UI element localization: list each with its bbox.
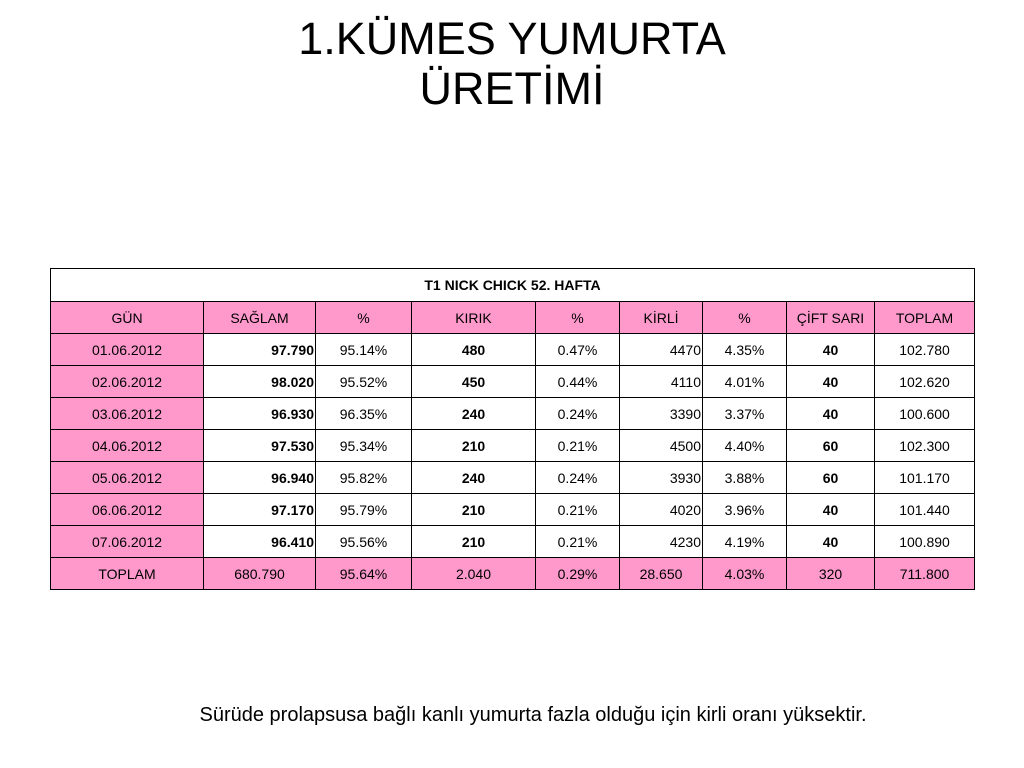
table-row	[51, 366, 975, 398]
table-cell: 95.56%	[316, 526, 412, 558]
egg-production-table	[50, 268, 975, 590]
table-caption-row	[51, 269, 975, 302]
column-header: KIRIK	[412, 302, 536, 334]
date-cell: 01.06.2012	[51, 334, 204, 366]
table-cell: 4110	[620, 366, 703, 398]
table-body	[51, 334, 975, 558]
table-cell: 97.530	[204, 430, 316, 462]
table-cell: 210	[412, 430, 536, 462]
table-cell: 4.19%	[703, 526, 787, 558]
column-header: ÇİFT SARI	[787, 302, 875, 334]
table-row	[51, 462, 975, 494]
table-cell: 3.37%	[703, 398, 787, 430]
table-cell: 96.410	[204, 526, 316, 558]
column-header: %	[316, 302, 412, 334]
column-header: GÜN	[51, 302, 204, 334]
table-row	[51, 398, 975, 430]
column-header: KİRLİ	[620, 302, 703, 334]
total-cell: 680.790	[204, 558, 316, 590]
table-row	[51, 430, 975, 462]
table-cell: 0.21%	[536, 494, 620, 526]
title-line-2: ÜRETİMİ	[419, 63, 605, 114]
table-cell: 102.780	[875, 334, 975, 366]
table-cell: 240	[412, 462, 536, 494]
table-cell: 4500	[620, 430, 703, 462]
date-cell: 07.06.2012	[51, 526, 204, 558]
table-cell: 4470	[620, 334, 703, 366]
table-cell: 101.170	[875, 462, 975, 494]
total-cell: TOPLAM	[51, 558, 204, 590]
date-cell: 04.06.2012	[51, 430, 204, 462]
table-cell: 240	[412, 398, 536, 430]
table-cell: 3930	[620, 462, 703, 494]
table-cell: 60	[787, 462, 875, 494]
column-header: %	[703, 302, 787, 334]
table-cell: 0.24%	[536, 462, 620, 494]
table-cell: 97.170	[204, 494, 316, 526]
table-cell: 4.35%	[703, 334, 787, 366]
table-cell: 0.24%	[536, 398, 620, 430]
table-cell: 0.21%	[536, 526, 620, 558]
date-cell: 05.06.2012	[51, 462, 204, 494]
total-cell: 320	[787, 558, 875, 590]
table-cell: 3390	[620, 398, 703, 430]
date-cell: 02.06.2012	[51, 366, 204, 398]
table-cell: 96.35%	[316, 398, 412, 430]
table-cell: 96.940	[204, 462, 316, 494]
table-cell: 4020	[620, 494, 703, 526]
table-header-row	[51, 302, 975, 334]
total-cell: 0.29%	[536, 558, 620, 590]
date-cell: 03.06.2012	[51, 398, 204, 430]
table-cell: 0.44%	[536, 366, 620, 398]
column-header: %	[536, 302, 620, 334]
table-cell: 3.88%	[703, 462, 787, 494]
table-cell: 450	[412, 366, 536, 398]
table-cell: 40	[787, 334, 875, 366]
total-cell: 28.650	[620, 558, 703, 590]
page-title	[0, 14, 1024, 114]
table-row	[51, 494, 975, 526]
table-cell: 102.300	[875, 430, 975, 462]
table-cell: 95.79%	[316, 494, 412, 526]
table-row	[51, 526, 975, 558]
table-cell: 40	[787, 398, 875, 430]
table-cell: 3.96%	[703, 494, 787, 526]
column-header: SAĞLAM	[204, 302, 316, 334]
table-cell: 4.40%	[703, 430, 787, 462]
total-cell: 2.040	[412, 558, 536, 590]
table-cell: 95.14%	[316, 334, 412, 366]
total-cell: 711.800	[875, 558, 975, 590]
table-row	[51, 334, 975, 366]
table-caption: T1 NICK CHICK 52. HAFTA	[51, 269, 975, 302]
total-cell: 95.64%	[316, 558, 412, 590]
table-cell: 40	[787, 366, 875, 398]
table-cell: 4230	[620, 526, 703, 558]
table-cell: 95.82%	[316, 462, 412, 494]
table-cell: 210	[412, 494, 536, 526]
total-cell: 4.03%	[703, 558, 787, 590]
table-cell: 210	[412, 526, 536, 558]
table-cell: 40	[787, 494, 875, 526]
table-cell: 96.930	[204, 398, 316, 430]
table-cell: 95.34%	[316, 430, 412, 462]
table-cell: 95.52%	[316, 366, 412, 398]
table-cell: 98.020	[204, 366, 316, 398]
table-cell: 480	[412, 334, 536, 366]
table-cell: 100.890	[875, 526, 975, 558]
table-cell: 102.620	[875, 366, 975, 398]
table-cell: 40	[787, 526, 875, 558]
table-cell: 0.21%	[536, 430, 620, 462]
table-cell: 100.600	[875, 398, 975, 430]
title-line-1: 1.KÜMES YUMURTA	[298, 13, 726, 64]
date-cell: 06.06.2012	[51, 494, 204, 526]
table-cell: 0.47%	[536, 334, 620, 366]
footnote: Sürüde prolapsusa bağlı kanlı yumurta fazla olduğu için kirli oranı yüksektir.	[199, 704, 867, 726]
table-cell: 4.01%	[703, 366, 787, 398]
table-cell: 60	[787, 430, 875, 462]
table-cell: 97.790	[204, 334, 316, 366]
table-cell: 101.440	[875, 494, 975, 526]
table-total-row	[51, 558, 975, 590]
column-header: TOPLAM	[875, 302, 975, 334]
